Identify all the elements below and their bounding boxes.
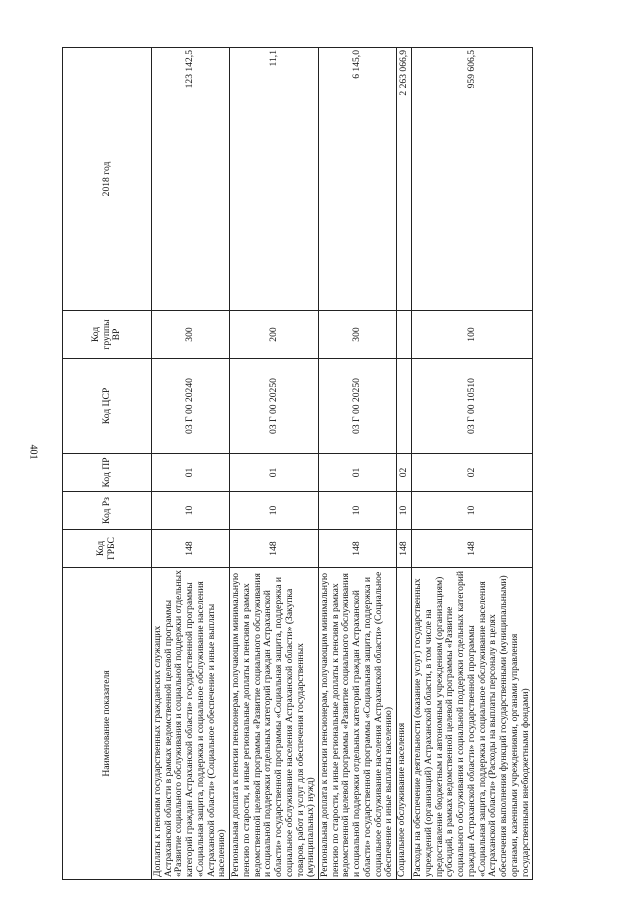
cell-name: Доплаты к пенсиям государственных гражданских служащих Астраханской области в рамках ведомственной целевой программы «Развитие социального обслуживания и социальной поддержки отдельных категорий граждан Астраханской области» государственной программы «Социальная защита, поддержка и социальное обслуживание населения Астраханской области» (Социальное обеспечение и иные выплаты населению): [152, 568, 230, 880]
cell-vr: [397, 311, 412, 359]
cell-amount: 11,1: [230, 48, 319, 311]
cell-csr: 03 Г 00 20240: [152, 359, 230, 454]
cell-csr: 03 Г 00 10510: [412, 359, 533, 454]
cell-name: Расходы на обеспечение деятельности (оказание услуг) государственных учреждений (организаций) Астраханской области, в том числе на предоставление бюджетным и автономным учреждениям (организациям) субсидий, в рамках ведомственной целевой программы «Развитие социального обслуживания и социальной поддержки отдельных категорий граждан Астраханской области» государственной программы «Социальная защита, поддержка и социальное обслуживание населения Астраханской области» (Расходы на выплаты персоналу в целях обеспечения выполнения функций государственными (муниципальными) органами, казенными учреждениями, органами управления государственными внебюджетными фондами): [412, 568, 533, 880]
header-year: 2018 год: [63, 48, 152, 311]
cell-csr: 03 Г 00 20250: [230, 359, 319, 454]
cell-rz: 10: [230, 492, 319, 530]
table-row: [152, 48, 230, 880]
header-grbs: Код ГРБС: [63, 530, 152, 568]
cell-vr: 300: [319, 311, 397, 359]
cell-pr: 01: [152, 454, 230, 492]
cell-pr: 01: [230, 454, 319, 492]
cell-csr: 03 Г 00 20250: [319, 359, 397, 454]
cell-amount: 2 263 066,9: [397, 48, 412, 311]
cell-csr: [397, 359, 412, 454]
cell-rz: 10: [319, 492, 397, 530]
cell-grbs: 148: [397, 530, 412, 568]
cell-grbs: 148: [412, 530, 533, 568]
header-pr: Код ПР: [63, 454, 152, 492]
cell-vr: 200: [230, 311, 319, 359]
budget-table: [62, 47, 533, 880]
header-vr: Код группы ВР: [63, 311, 152, 359]
cell-name: Региональная доплата к пенсии пенсионерам, получающим минимальную пенсию по старости, и иные региональные доплаты к пенсиям в рамках ведомственной целевой программы «Развитие социального обслуживания и социальной поддержки отдельных категорий граждан Астраханской области» государственной программы «Социальная защита, поддержка и социальное обслуживание населения Астраханской области» (Социальное обеспечение и иные выплаты населению): [319, 568, 397, 880]
cell-name: Социальное обслуживание населения: [397, 568, 412, 880]
table-row: [319, 48, 397, 880]
header-rz: Код Рз: [63, 492, 152, 530]
cell-grbs: 148: [152, 530, 230, 568]
cell-rz: 10: [412, 492, 533, 530]
header-name: Наименование показателя: [63, 568, 152, 880]
cell-amount: 123 142,5: [152, 48, 230, 311]
cell-rz: 10: [152, 492, 230, 530]
cell-amount: 959 606,5: [412, 48, 533, 311]
cell-vr: 100: [412, 311, 533, 359]
cell-name: Региональная доплата к пенсии пенсионерам, получающим минимальную пенсию по старости, и иные региональные доплаты к пенсиям в рамках ведомственной целевой программы «Развитие социального обслуживания и социальной поддержки отдельных категорий граждан Астраханской области» государственной программы «Социальная защита, поддержка и социальное обслуживание населения Астраханской области» (Закупка товаров, работ и услуг для обеспечения государственных (муниципальных) нужд): [230, 568, 319, 880]
cell-grbs: 148: [319, 530, 397, 568]
table-row: [230, 48, 319, 880]
rotated-page-content: [62, 48, 622, 880]
page-number: 401: [27, 444, 39, 460]
cell-rz: 10: [397, 492, 412, 530]
header-csr: Код ЦСР: [63, 359, 152, 454]
table-row: [397, 48, 412, 880]
table-header: [63, 48, 152, 880]
table-row: [412, 48, 533, 880]
cell-pr: 02: [412, 454, 533, 492]
cell-pr: 01: [319, 454, 397, 492]
cell-vr: 300: [152, 311, 230, 359]
header-row: [63, 48, 152, 880]
cell-grbs: 148: [230, 530, 319, 568]
cell-amount: 6 145,0: [319, 48, 397, 311]
cell-pr: 02: [397, 454, 412, 492]
